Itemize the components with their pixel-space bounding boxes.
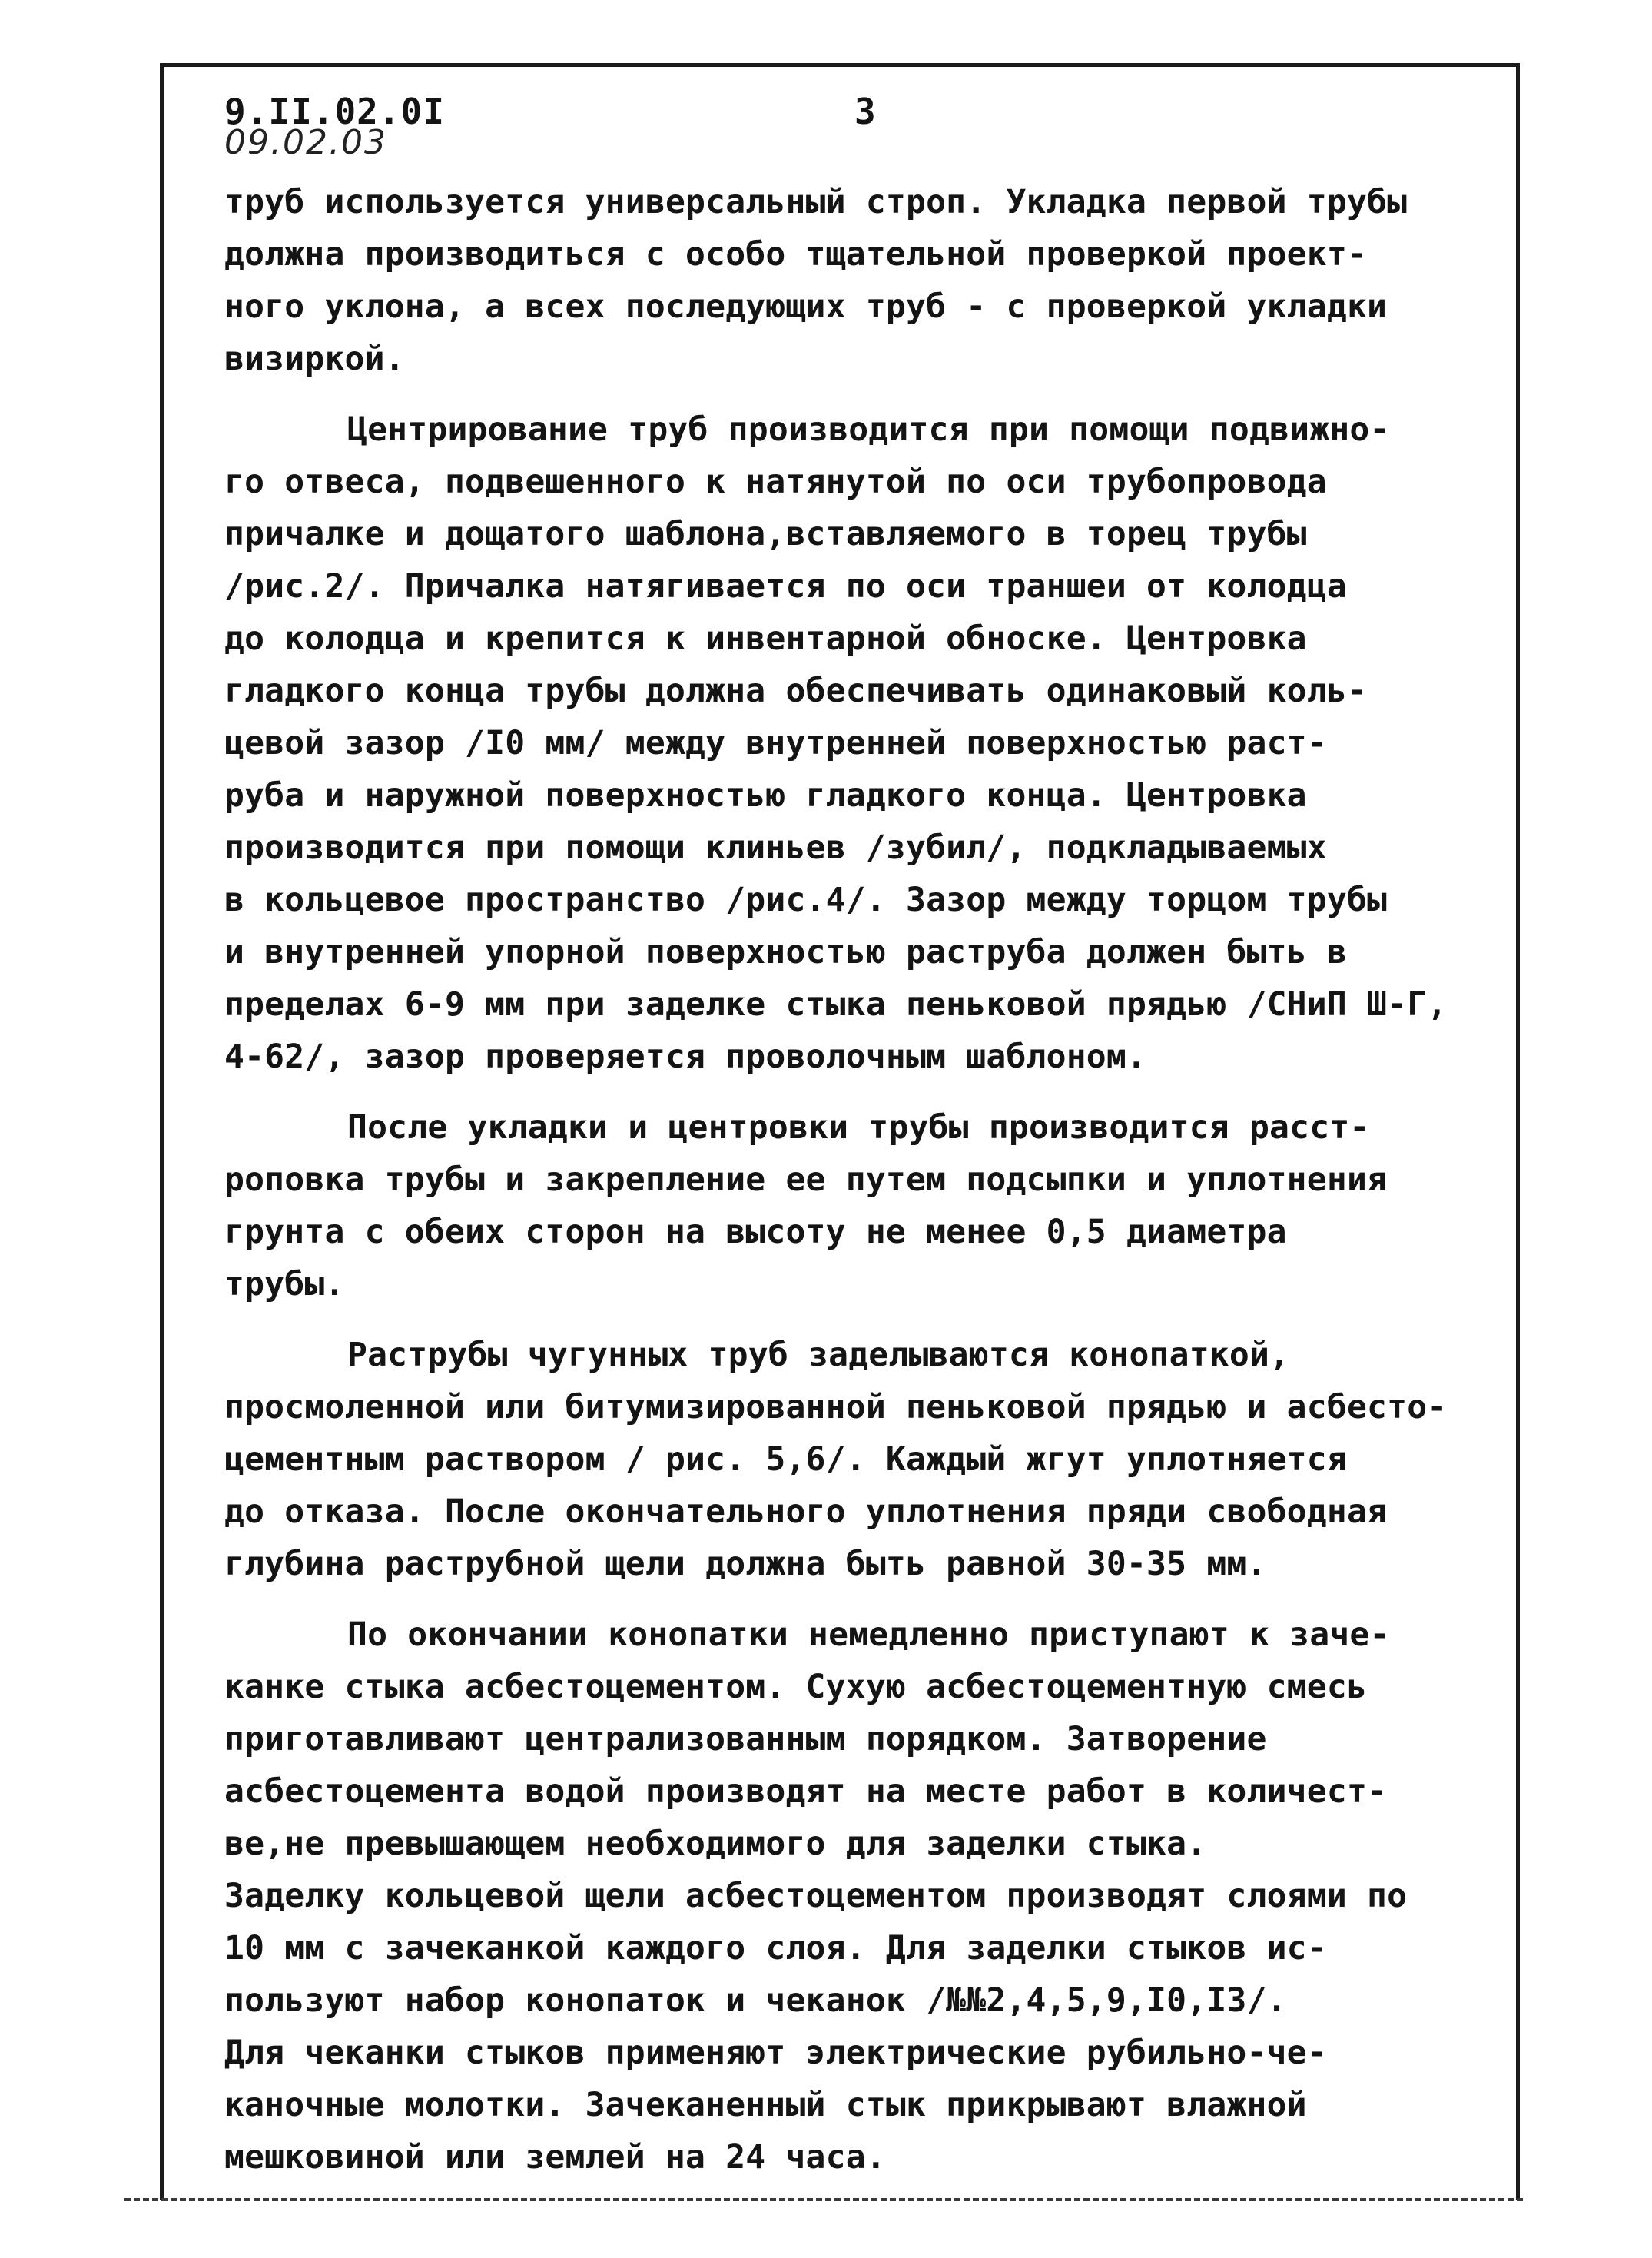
text-line: приготавливают централизованным порядком. Затворение <box>224 1720 1267 1758</box>
paragraph-first-line: По окончании конопатки немедленно приступают к заче- <box>347 1615 1390 1654</box>
text-line: трубы. <box>224 1265 345 1303</box>
text-line: просмоленной или битумизированной пеньковой прядью и асбесто- <box>224 1388 1448 1426</box>
text-line: Заделку кольцевой щели асбестоцементом производят слоями по <box>224 1877 1408 1915</box>
text-line: каночные молотки. Зачеканенный стык прикрывают влажной <box>224 2086 1307 2124</box>
text-line: и внутренней упорной поверхностью раструба должен быть в <box>224 933 1347 971</box>
text-line: 4-62/, зазор проверяется проволочным шаблоном. <box>224 1038 1147 1076</box>
text-line: цевой зазор /I0 мм/ между внутренней поверхностью раст- <box>224 724 1327 762</box>
text-line: мешковиной или землей на 24 часа. <box>224 2138 886 2177</box>
text-line: в кольцевое пространство /рис.4/. Зазор между торцом трубы <box>224 881 1388 919</box>
text-line: визиркой. <box>224 340 405 378</box>
text-line: до колодца и крепится к инвентарной обноске. Центровка <box>224 619 1307 658</box>
text-line: роповка трубы и закрепление ее путем подсыпки и уплотнения <box>224 1161 1388 1199</box>
text-line: до отказа. После окончательного уплотнения пряди свободная <box>224 1493 1388 1531</box>
text-line: 10 мм с зачеканкой каждого слоя. Для заделки стыков ис- <box>224 1929 1327 1967</box>
text-line: цементным раствором / рис. 5,6/. Каждый жгут уплотняется <box>224 1440 1347 1479</box>
text-line: причалке и дощатого шаблона,вставляемого в торец трубы <box>224 515 1307 553</box>
text-line: гладкого конца трубы должна обеспечивать одинаковый коль- <box>224 672 1368 710</box>
text-line: глубина раструбной щели должна быть равной 30-35 мм. <box>224 1545 1267 1583</box>
text-line: /рис.2/. Причалка натягивается по оси траншеи от колодца <box>224 567 1347 606</box>
text-line: асбестоцемента водой производят на месте работ в количест- <box>224 1772 1388 1811</box>
text-line: го отвеса, подвешенного к натянутой по оси трубопровода <box>224 463 1327 501</box>
text-line: грунта с обеих сторон на высоту не менее 0,5 диаметра <box>224 1213 1287 1251</box>
text-line: должна производиться с особо тщательной проверкой проект- <box>224 235 1368 274</box>
text-line: производится при помощи клиньев /зубил/, подкладываемых <box>224 828 1327 867</box>
bottom-border <box>124 2198 1523 2201</box>
text-line: канке стыка асбестоцементом. Сухую асбестоцементную смесь <box>224 1668 1368 1706</box>
paragraph-first-line: Центрирование труб производится при помощи подвижно- <box>347 410 1390 449</box>
page-number: 3 <box>854 91 876 132</box>
text-line: труб используется универсальный строп. Укладка первой трубы <box>224 183 1408 221</box>
text-line: ного уклона, а всех последующих труб - с проверкой укладки <box>224 287 1388 326</box>
text-line: Для чеканки стыков применяют электрические рубильно-че- <box>224 2034 1327 2072</box>
text-line: руба и наружной поверхностью гладкого конца. Центровка <box>224 776 1307 815</box>
handwritten-document-code: 09.02.03 <box>224 123 387 162</box>
paragraph-first-line: Раструбы чугунных труб заделываются конопаткой, <box>347 1336 1290 1374</box>
document-code: 9.II.02.0I <box>224 91 445 132</box>
text-line: ве,не превышающем необходимого для заделки стыка. <box>224 1825 1207 1863</box>
paragraph-first-line: После укладки и центровки трубы производится расст- <box>347 1108 1370 1147</box>
text-line: пользуют набор конопаток и чеканок /№№2,4,5,9,I0,I3/. <box>224 1981 1287 2020</box>
text-line: пределах 6-9 мм при заделке стыка пеньковой прядью /СНиП Ш-Г, <box>224 985 1448 1024</box>
